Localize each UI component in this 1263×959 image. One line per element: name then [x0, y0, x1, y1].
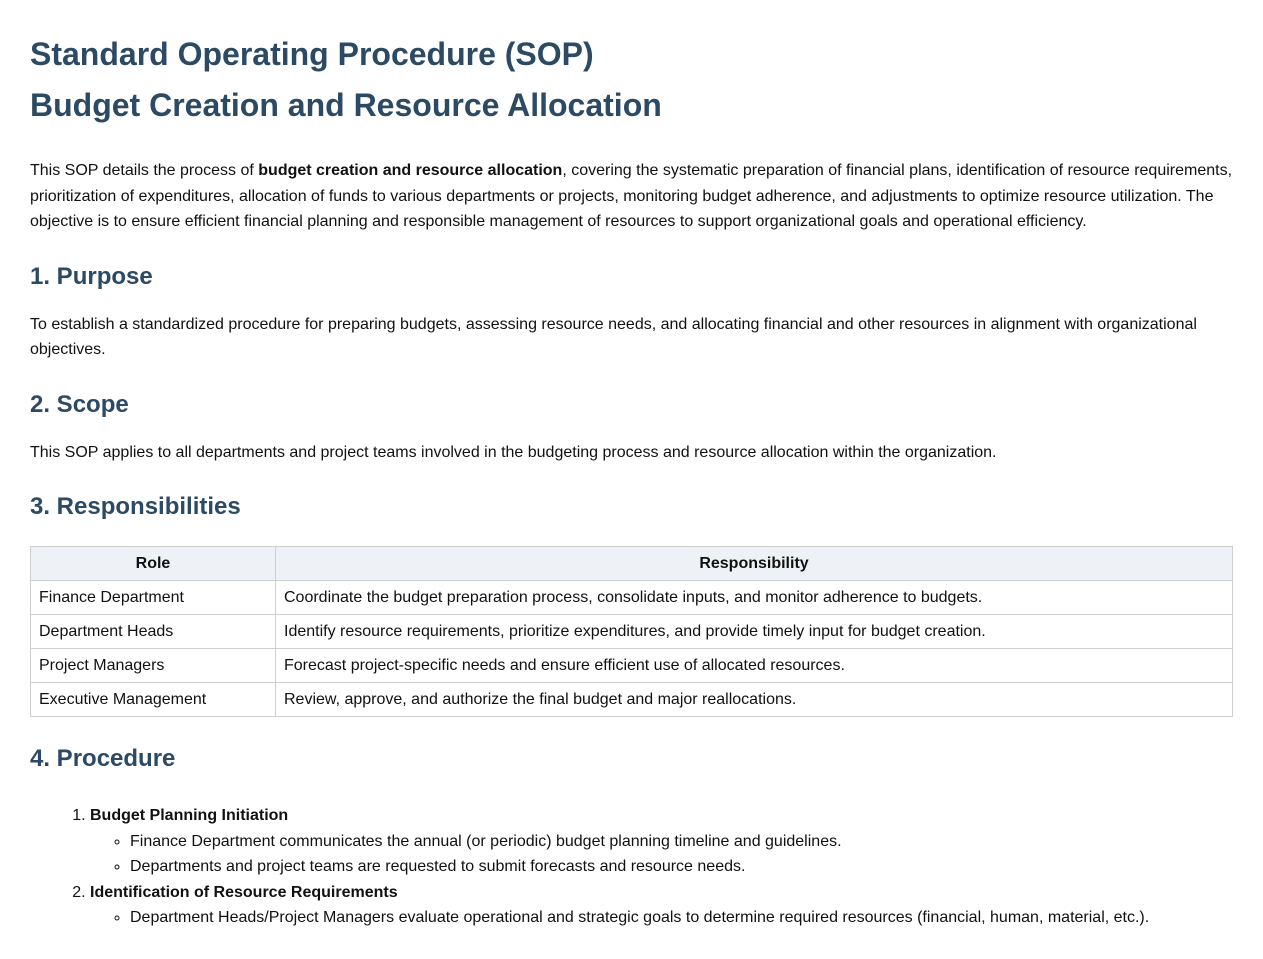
intro-text-after: , covering the systematic preparation of financial plans, identification of resource requirements, prioritization of expenditures, allocation of funds to various departments or projects, monitoring budget adherence, and adjustments to optimize resource utilization. The objective is to ensure efficient financial planning and responsible management of resources to support organizational goals and operational efficiency.: [30, 162, 1233, 230]
list-item: ◦ Finance Department communicates the annual (or periodic) budget planning timeline and guidelines.: [130, 829, 1233, 855]
procedure-list: [30, 803, 1233, 931]
title-line-2: Budget Creation and Resource Allocation: [30, 87, 662, 123]
table-row: [31, 581, 1233, 615]
intro-paragraph: [30, 158, 1233, 235]
document-title: [30, 29, 1233, 131]
purpose-text: To establish a standardized procedure for preparing budgets, assessing resource needs, and allocating financial and other resources in alignment with organizational objectives.: [30, 315, 1197, 358]
responsibility-cell: Forecast project-specific needs and ensure efficient use of allocated resources.: [276, 649, 1233, 683]
responsibility-cell: Review, approve, and authorize the final budget and major reallocations.: [276, 683, 1233, 717]
procedure-step-title: Budget Planning Initiation: [90, 807, 289, 824]
list-item: ◦ Department Heads/Project Managers evaluate operational and strategic goals to determine required resources (financial, human, material, etc.).: [130, 905, 1233, 931]
responsibility-cell: Coordinate the budget preparation process, consolidate inputs, and monitor adherence to budgets.: [276, 581, 1233, 615]
column-header-responsibility: Responsibility: [276, 547, 1233, 581]
sop-document: [0, 29, 1263, 931]
table-row: [31, 649, 1233, 683]
scope-heading: 2. Scope: [30, 390, 129, 418]
procedure-step-title: Identification of Resource Requirements: [90, 883, 398, 901]
list-item: ◦ Departments and project teams are requested to submit forecasts and resource needs.: [130, 854, 1233, 880]
procedure-heading: 4. Procedure: [30, 745, 176, 772]
table-header-row: [31, 547, 1233, 581]
role-cell: Project Managers: [31, 649, 276, 683]
role-cell: Finance Department: [31, 581, 276, 615]
intro-text-before: This SOP details the process of: [30, 162, 259, 179]
role-cell: Department Heads: [31, 615, 276, 649]
title-line-1: Standard Operating Procedure (SOP): [30, 36, 594, 72]
procedure-step: [90, 880, 1233, 931]
table-row: [31, 683, 1233, 717]
responsibilities-table: [30, 546, 1233, 717]
procedure-substeps: [90, 829, 1233, 880]
role-cell: Executive Management: [31, 683, 276, 717]
intro-bold-text: budget creation and resource allocation: [258, 162, 563, 179]
responsibility-cell: Identify resource requirements, prioritize expenditures, and provide timely input for budget creation.: [276, 615, 1233, 649]
purpose-heading: 1. Purpose: [30, 262, 153, 290]
procedure-step: [90, 803, 1233, 880]
responsibilities-heading: 3. Responsibilities: [30, 493, 241, 520]
procedure-substeps: [90, 905, 1233, 931]
table-row: [31, 615, 1233, 649]
column-header-role: Role: [31, 547, 276, 581]
scope-text: This SOP applies to all departments and project teams involved in the budgeting process and resource allocation within the organization.: [30, 443, 997, 461]
